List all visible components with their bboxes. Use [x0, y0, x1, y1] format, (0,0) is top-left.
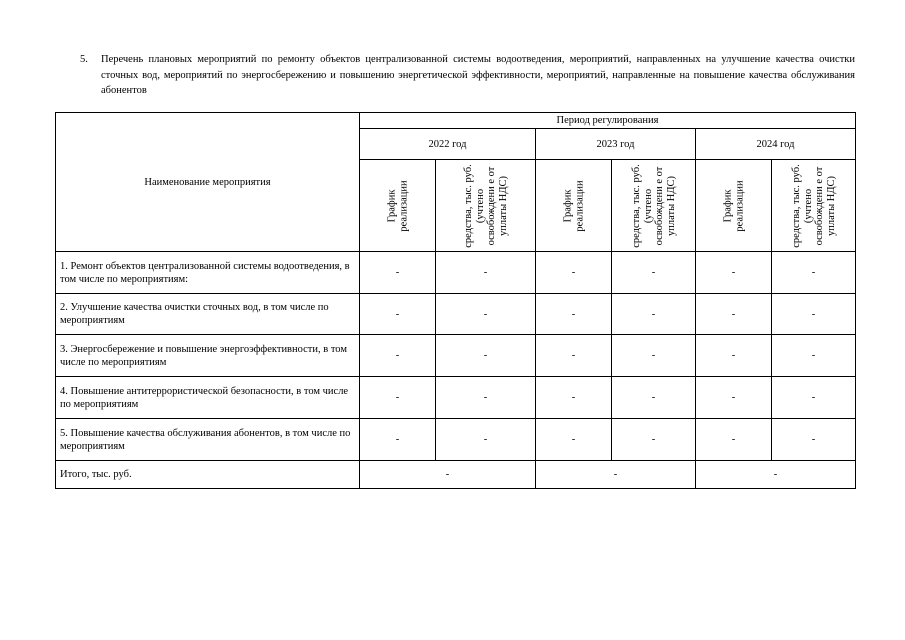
- row-name: 3. Энергосбережение и повышение энергоэффективности, в том числе по мероприятиям: [56, 335, 360, 377]
- total-value-2024: -: [696, 461, 856, 489]
- period-header: Период регулирования: [360, 113, 856, 129]
- row-value: -: [360, 335, 436, 377]
- row-value: -: [772, 335, 856, 377]
- row-value: -: [436, 252, 536, 294]
- row-value: -: [360, 252, 436, 294]
- row-value: -: [772, 294, 856, 335]
- row-value: -: [612, 377, 696, 419]
- table-row: [56, 377, 856, 419]
- section-heading: [80, 52, 855, 99]
- table-row: [56, 335, 856, 377]
- row-value: -: [436, 335, 536, 377]
- row-value: -: [360, 294, 436, 335]
- year-header-2023: 2023 год: [536, 129, 696, 160]
- schedule-header-2022: График реализации: [360, 160, 436, 252]
- total-value-2022: -: [360, 461, 536, 489]
- row-value: -: [696, 419, 772, 461]
- funds-header-2023: средства, тыс. руб. (учтено освобождени е от уплаты НДС): [612, 160, 696, 252]
- row-value: -: [612, 335, 696, 377]
- funds-header-2022: средства, тыс. руб. (учтено освобождени е от уплаты НДС): [436, 160, 536, 252]
- table-row: [56, 252, 856, 294]
- funds-header-2024: средства, тыс. руб. (учтено освобождени е от уплаты НДС): [772, 160, 856, 252]
- row-value: -: [436, 377, 536, 419]
- row-value: -: [696, 252, 772, 294]
- row-value: -: [612, 294, 696, 335]
- table-row: [56, 294, 856, 335]
- row-value: -: [536, 294, 612, 335]
- row-value: -: [436, 294, 536, 335]
- row-value: -: [360, 419, 436, 461]
- total-label: Итого, тыс. руб.: [56, 461, 360, 489]
- table-row: [56, 419, 856, 461]
- row-value: -: [696, 335, 772, 377]
- row-value: -: [612, 252, 696, 294]
- row-value: -: [696, 377, 772, 419]
- row-value: -: [696, 294, 772, 335]
- schedule-header-2023: График реализации: [536, 160, 612, 252]
- section-title: Перечень плановых мероприятий по ремонту объектов централизованной системы водоотведения, мероприятий, направленных на улучшение качества очистки сточных вод, мероприятий по энергосбережению и повышению энергетической эффективности, мероприятий, направленные на повышение качества обслуживания абонентов: [101, 54, 855, 96]
- year-header-2024: 2024 год: [696, 129, 856, 160]
- row-value: -: [536, 252, 612, 294]
- row-value: -: [536, 335, 612, 377]
- row-name: 1. Ремонт объектов централизованной системы водоотведения, в том числе по мероприятиям:: [56, 252, 360, 294]
- row-value: -: [436, 419, 536, 461]
- row-value: -: [612, 419, 696, 461]
- measures-table: [55, 112, 856, 489]
- schedule-header-2024: График реализации: [696, 160, 772, 252]
- total-value-2023: -: [536, 461, 696, 489]
- row-value: -: [360, 377, 436, 419]
- row-value: -: [536, 419, 612, 461]
- row-value: -: [536, 377, 612, 419]
- row-name: 5. Повышение качества обслуживания абонентов, в том числе по мероприятиям: [56, 419, 360, 461]
- row-name: 2. Улучшение качества очистки сточных вод, в том числе по мероприятиям: [56, 294, 360, 335]
- row-value: -: [772, 419, 856, 461]
- name-column-header: Наименование мероприятия: [56, 113, 360, 252]
- row-value: -: [772, 377, 856, 419]
- row-name: 4. Повышение антитеррористической безопасности, в том числе по мероприятиям: [56, 377, 360, 419]
- total-row: [56, 461, 856, 489]
- year-header-2022: 2022 год: [360, 129, 536, 160]
- row-value: -: [772, 252, 856, 294]
- section-number: 5.: [80, 54, 88, 65]
